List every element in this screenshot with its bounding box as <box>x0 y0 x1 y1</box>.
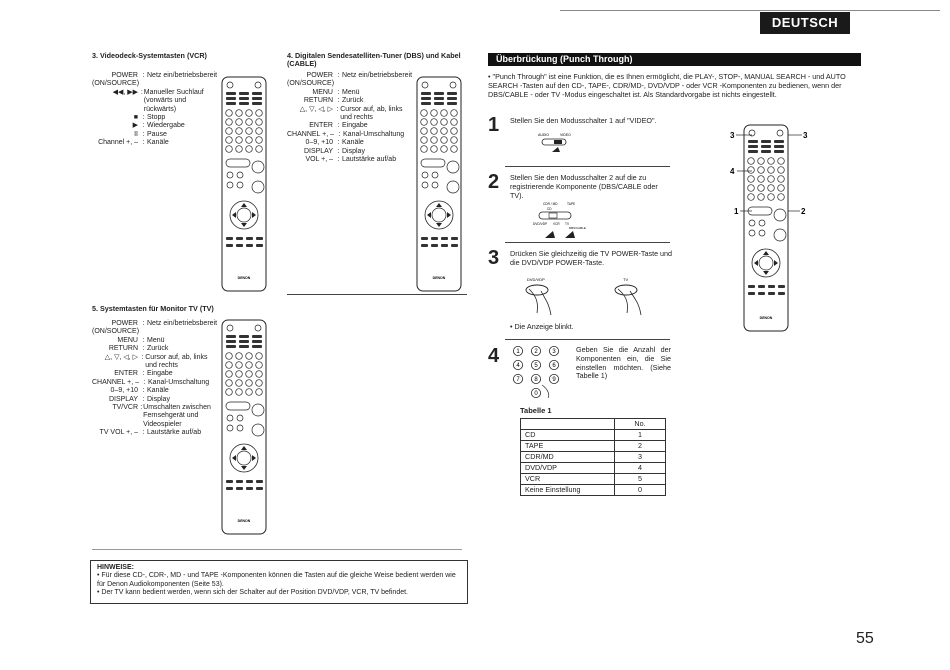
key-description: Kanal-Umschaltung <box>148 378 210 386</box>
table-cell-name: TAPE <box>521 441 615 452</box>
step-number: 2 <box>488 171 500 193</box>
key-name: 0–9, +10 <box>110 387 138 395</box>
key-name: ▶ <box>132 122 138 130</box>
numpad-key <box>531 346 540 355</box>
numpad-key <box>531 388 540 397</box>
numpad-key-label: 6 <box>552 363 556 370</box>
switch-label: DBS/CABLE <box>569 226 586 230</box>
numpad-key-label: 7 <box>516 377 520 384</box>
key-description: Kanäle <box>147 139 169 147</box>
remote-brand-label: DENON <box>237 276 251 280</box>
key-row: ENTER : Eingabe <box>287 122 413 130</box>
step-number: 3 <box>488 247 500 269</box>
mode-switch-2-illustration <box>525 200 605 240</box>
key-name: POWER <box>111 320 138 327</box>
component-table <box>520 418 666 496</box>
blink-note: • Die Anzeige blinkt. <box>510 322 574 331</box>
step-text: Stellen Sie den Modusschalter 2 auf die zu registrierende Komponente (DBS/CABLE oder TV). <box>510 173 658 200</box>
callout-label: 2 <box>801 207 806 216</box>
key-name: II <box>134 130 138 138</box>
vcr-section-title: 3. Videodeck-Systemtasten (VCR) <box>92 51 207 60</box>
key-description: Netz ein/betriebsbereit <box>147 72 218 79</box>
key-description: Cursor auf, ab, links und rechts <box>145 353 208 370</box>
key-name: ◀◀, ▶▶ <box>112 88 138 96</box>
numpad-key <box>531 374 540 383</box>
button-label: DVD/VDP <box>527 277 545 282</box>
key-row <box>92 80 218 88</box>
key-description: Netz ein/betriebsbereit <box>147 320 218 327</box>
key-row: DISPLAY : Display <box>287 148 413 156</box>
remote-illustration-vcr <box>220 75 270 293</box>
key-row <box>92 328 218 336</box>
key-row: MENU : Menü <box>287 89 413 97</box>
step-text: Geben Sie die Anzahl der Komponenten ein, die Sie einstellen möchten. (Siehe Tabelle 1) <box>576 345 671 381</box>
numpad-key <box>549 374 558 383</box>
key-description: Manueller Suchlauf (vorwärts und rückwärts) <box>143 88 204 113</box>
table-row <box>521 441 666 452</box>
numpad-illustration <box>508 343 578 398</box>
key-row: CHANNEL +, – : Kanal-Umschaltung <box>287 130 405 138</box>
key-name: (ON/SOURCE) <box>92 80 140 88</box>
callout-label: 1 <box>734 207 739 216</box>
key-row <box>287 80 413 88</box>
key-name: (ON/SOURCE) <box>287 80 335 88</box>
remote-brand-label: DENON <box>432 276 446 280</box>
key-description: Kanäle <box>342 139 364 147</box>
key-row: ▶ : Wiedergabe <box>92 122 218 130</box>
table-row <box>521 474 666 485</box>
tv-key-list <box>92 320 218 438</box>
callout-label: 3 <box>803 131 808 140</box>
vcr-key-list <box>92 72 218 148</box>
key-row: TV VOL +, – : Lautstärke auf/ab <box>92 429 218 437</box>
key-row: MENU : Menü <box>92 337 218 345</box>
table-cell-no: 4 <box>615 463 666 474</box>
table-cell-no: 1 <box>615 430 666 441</box>
table-row <box>521 452 666 463</box>
table-cell-no: 3 <box>615 452 666 463</box>
divider <box>92 549 462 550</box>
switch-label: CDR / MD <box>543 202 558 206</box>
table-header-row <box>521 419 666 430</box>
key-name: TV VOL +, – <box>99 429 138 437</box>
page-number: 55 <box>856 630 874 647</box>
key-description: Eingabe <box>342 122 368 130</box>
table-cell-no: 2 <box>615 441 666 452</box>
key-description: Zurück <box>147 345 169 353</box>
key-description: Lautstärke auf/ab <box>147 429 202 437</box>
numpad-key-label: 5 <box>534 363 538 370</box>
key-description: Pause <box>147 130 167 138</box>
dbs-section-title: 4. Digitalen Sendesatelliten-Tuner (DBS) und Kabel (CABLE) <box>287 51 461 68</box>
punch-through-intro: • "Punch Through" ist eine Funktion, die es Ihnen ermöglicht, die PLAY-, STOP-, MANUAL SEARCH - und AUTO SEARCH -Tasten auf den CD-, TAPE-, CDR/MD-, DVD/VDP - oder VCR -Komponenten zu bedienen, wenn der DBS/CABLE - oder TV -Modus eingeschaltet ist. Als Standardvorgabe ist nichts eingestellt. <box>488 72 846 99</box>
key-name: ENTER <box>114 370 138 378</box>
key-description: Display <box>342 147 365 155</box>
switch-label: DVD/VDP <box>533 222 548 226</box>
key-name: (ON/SOURCE) <box>92 328 140 336</box>
key-row: RETURN : Zurück <box>287 97 413 105</box>
key-name: TV/VCR <box>112 404 138 412</box>
key-row: ENTER : Eingabe <box>92 370 218 378</box>
key-description: Menü <box>342 88 360 96</box>
key-row: ◀◀, ▶▶ : Manueller Suchlauf (vorwärts und rückwärts) <box>92 89 218 114</box>
key-description: Kanäle <box>147 387 169 395</box>
numpad-key-label: 1 <box>516 349 520 356</box>
remote-brand-label: DENON <box>759 316 773 320</box>
key-row: POWER : Netz ein/betriebsbereit <box>92 320 218 328</box>
key-name: DISPLAY <box>108 395 138 403</box>
key-name: POWER <box>306 72 333 79</box>
key-row: ■ : Stopp <box>92 114 218 122</box>
divider <box>505 166 670 167</box>
numpad-key-label: 8 <box>534 377 538 384</box>
key-row: II : Pause <box>92 131 218 139</box>
notes-title: HINWEISE: <box>97 564 134 571</box>
numpad-key-label: 0 <box>534 391 538 398</box>
key-description: Menü <box>147 336 165 344</box>
switch-label: TAPE <box>567 202 576 206</box>
key-row: CHANNEL +, – : Kanal-Umschaltung <box>92 378 210 386</box>
numpad-key <box>549 346 558 355</box>
key-name: Channel +, – <box>98 139 138 147</box>
power-buttons-illustration <box>515 275 675 320</box>
key-name: △, ▽, ◁, ▷ <box>104 353 138 361</box>
key-name: MENU <box>312 88 333 96</box>
key-row: Channel +, – : Kanäle <box>92 139 218 147</box>
remote-illustration-tv <box>220 318 270 536</box>
key-description: Cursor auf, ab, links und rechts <box>340 105 403 122</box>
mode-switch-1-illustration <box>530 130 590 160</box>
switch-label: AUDIO <box>538 133 550 137</box>
table-cell-name: CD <box>521 430 615 441</box>
remote-illustration-dbs <box>415 75 465 293</box>
key-description: Eingabe <box>147 370 173 378</box>
table-row <box>521 463 666 474</box>
switch-label: TV <box>565 222 570 226</box>
step-text: Stellen Sie den Modusschalter 1 auf "VIDEO". <box>510 116 657 125</box>
table-cell-name: VCR <box>521 474 615 485</box>
key-description: Zurück <box>342 97 364 105</box>
key-row: TV/VCR : Umschalten zwischen Fernsehgerät und Videospieler <box>92 404 218 429</box>
key-row: RETURN : Zurück <box>92 345 218 353</box>
numpad-key <box>513 360 522 369</box>
notes-item: • Für diese CD-, CDR-, MD - und TAPE -Komponenten können die Tasten auf die gleiche Weise bedient werden wie für Denon Audiokomponenten (Seite 53). <box>97 572 456 588</box>
table-cell-name: Keine Einstellung <box>521 485 615 496</box>
key-description: Umschalten zwischen Fernsehgerät und Videospieler <box>143 404 211 428</box>
key-name: POWER <box>111 72 138 79</box>
numpad-key-label: 3 <box>552 349 556 356</box>
numpad-key <box>513 346 522 355</box>
top-rule <box>560 10 940 11</box>
key-name: VOL +, – <box>305 156 333 164</box>
key-name: 0–9, +10 <box>305 139 333 147</box>
key-name: RETURN <box>303 97 333 105</box>
key-row: POWER : Netz ein/betriebsbereit <box>92 72 218 80</box>
step-number: 4 <box>488 345 500 367</box>
key-row: DISPLAY : Display <box>92 396 218 404</box>
key-name: ENTER <box>309 122 333 130</box>
table-header-no: No. <box>615 419 666 430</box>
key-row: △, ▽, ◁, ▷ : Cursor auf, ab, links und rechts <box>287 106 413 123</box>
notes-item: • Der TV kann bedient werden, wenn sich der Schalter auf der Position DVD/VDP, VCR, TV befindet. <box>97 589 409 597</box>
key-row: VOL +, – : Lautstärke auf/ab <box>287 156 413 164</box>
button-label: TV <box>623 277 629 282</box>
key-row: 0–9, +10 : Kanäle <box>92 387 218 395</box>
numpad-key <box>531 360 540 369</box>
key-name: △, ▽, ◁, ▷ <box>299 105 333 113</box>
key-name: CHANNEL +, – <box>287 130 335 138</box>
numpad-key <box>513 374 522 383</box>
callout-lines <box>730 120 810 230</box>
divider <box>505 339 670 340</box>
key-name: CHANNEL +, – <box>92 378 140 386</box>
language-tab: DEUTSCH <box>760 12 850 34</box>
key-row: △, ▽, ◁, ▷ : Cursor auf, ab, links und rechts <box>92 354 218 371</box>
numpad-key <box>549 360 558 369</box>
dbs-key-list <box>287 72 413 164</box>
table-row <box>521 430 666 441</box>
table-row <box>521 485 666 496</box>
key-description: Kanal-Umschaltung <box>343 130 405 138</box>
key-description: Stopp <box>147 114 166 122</box>
key-row: POWER : Netz ein/betriebsbereit <box>287 72 413 80</box>
notes-box <box>90 560 468 604</box>
table-cell-name: DVD/VDP <box>521 463 615 474</box>
key-description: Display <box>147 395 170 403</box>
numpad-key-label: 9 <box>552 377 556 384</box>
step-number: 1 <box>488 114 500 136</box>
step-text: Drücken Sie gleichzeitig die TV POWER-Taste und die DVD/VDP POWER-Taste. <box>510 249 673 267</box>
numpad-key-label: 4 <box>516 363 520 370</box>
callout-label: 3 <box>730 131 735 140</box>
key-name: MENU <box>117 336 138 344</box>
remote-brand-label: DENON <box>237 519 251 523</box>
key-description: Lautstärke auf/ab <box>342 156 397 164</box>
key-name: ■ <box>133 114 138 122</box>
divider <box>505 242 670 243</box>
tv-section-title: 5. Systemtasten für Monitor TV (TV) <box>92 304 214 313</box>
switch-label: VIDEO <box>560 133 571 137</box>
switch-label: CD <box>547 207 552 211</box>
table-cell-no: 5 <box>615 474 666 485</box>
punch-through-title: Überbrückung (Punch Through) <box>488 53 861 66</box>
table-title: Tabelle 1 <box>520 406 552 415</box>
switch-label: VCR <box>553 222 560 226</box>
numpad-key-label: 2 <box>534 349 538 356</box>
callout-label: 4 <box>730 167 735 176</box>
key-description: Netz ein/betriebsbereit <box>342 72 413 79</box>
table-cell-no: 0 <box>615 485 666 496</box>
table-cell-name: CDR/MD <box>521 452 615 463</box>
divider <box>287 294 467 295</box>
key-name: DISPLAY <box>303 147 333 155</box>
key-name: RETURN <box>108 345 138 353</box>
key-row: 0–9, +10 : Kanäle <box>287 139 413 147</box>
key-description: Wiedergabe <box>147 122 185 130</box>
